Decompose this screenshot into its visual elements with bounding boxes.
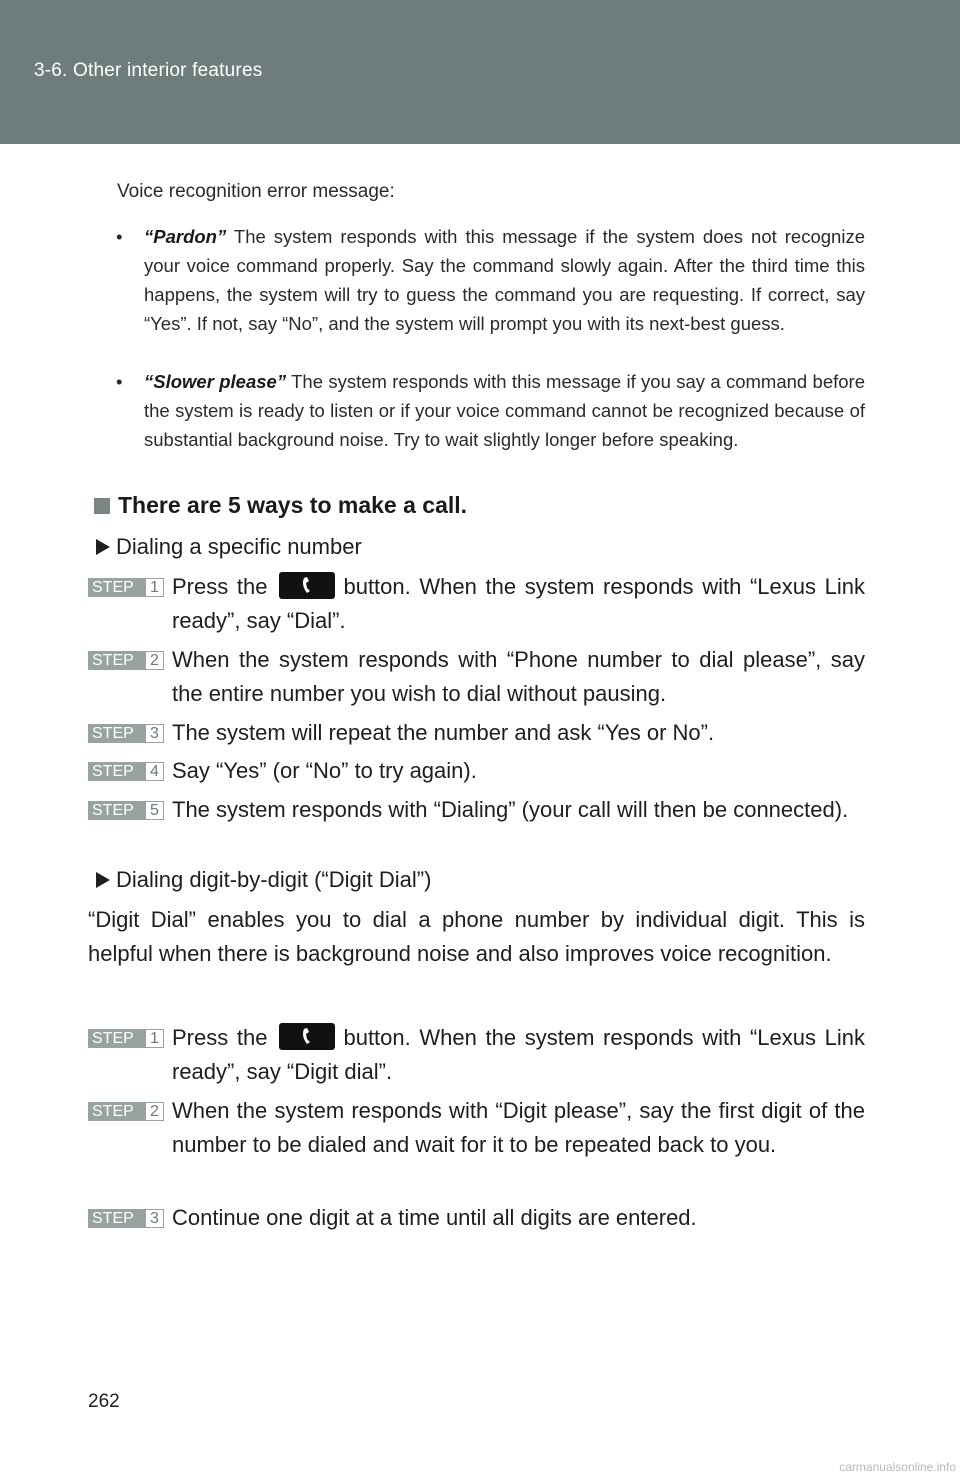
- page-number: 262: [88, 1391, 120, 1412]
- error-item-slower: [116, 367, 865, 454]
- digit-step-1: STEP 1 Press the button. When the system responds with “Lexus Link ready”, say “Digit dial”.: [88, 1021, 865, 1089]
- square-marker-icon: [94, 498, 110, 514]
- subheading-specific-number: Dialing a specific number: [96, 534, 362, 560]
- step-3: STEP 3 The system will repeat the number and ask “Yes or No”.: [88, 716, 865, 750]
- step-4: STEP 4 Say “Yes” (or “No” to try again).: [88, 754, 865, 788]
- step-badge: STEP 2: [88, 1102, 164, 1121]
- watermark: carmanualsonline.info: [839, 1460, 956, 1474]
- bullet-dot-icon: •: [116, 371, 123, 392]
- error-description: The system responds with this message if the system does not recognize your voice command properly. Say the command slowly again. After the third time this happens, the system will try to guess the command you are requesting. If correct, say “Yes”. If not, say “No”, and the system will prompt you with its next-best guess.: [144, 226, 865, 334]
- page-header: [0, 0, 960, 144]
- step-5: STEP 5 The system responds with “Dialing” (your call will then be connected).: [88, 793, 865, 827]
- step-badge: STEP 1: [88, 578, 164, 597]
- step-badge: STEP 1: [88, 1029, 164, 1048]
- error-description: The system responds with this message if you say a command before the system is ready to listen or if your voice command cannot be recognized because of substantial background noise. Try to wait slightly longer before speaking.: [144, 371, 865, 450]
- step-badge: STEP 3: [88, 724, 164, 743]
- phone-icon: [279, 1023, 335, 1050]
- section-title: 3-6. Other interior features: [34, 60, 263, 81]
- error-term: “Pardon”: [144, 226, 227, 247]
- digit-step-2: STEP 2 When the system responds with “Digit please”, say the first digit of the number to be dialed and wait for it to be repeated back to you.: [88, 1094, 865, 1162]
- triangle-arrow-icon: [96, 539, 110, 555]
- step-badge: STEP 2: [88, 651, 164, 670]
- digit-step-3: STEP 3 Continue one digit at a time until all digits are entered.: [88, 1201, 865, 1235]
- step-badge: STEP 3: [88, 1209, 164, 1228]
- step-badge: STEP 5: [88, 801, 164, 820]
- error-item-pardon: [116, 222, 865, 338]
- section-heading: There are 5 ways to make a call.: [94, 492, 467, 519]
- bullet-dot-icon: •: [116, 226, 123, 247]
- phone-icon: [279, 572, 335, 599]
- step-1: STEP 1 Press the button. When the system responds with “Lexus Link ready”, say “Dial”.: [88, 570, 865, 638]
- digit-dial-description: “Digit Dial” enables you to dial a phone number by individual digit. This is helpful when there is background noise and also improves voice recognition.: [88, 907, 865, 966]
- subheading-digit-dial: Dialing digit-by-digit (“Digit Dial”): [96, 867, 431, 893]
- step-badge: STEP 4: [88, 762, 164, 781]
- error-term: “Slower please”: [144, 371, 287, 392]
- step-2: STEP 2 When the system responds with “Phone number to dial please”, say the entire number you wish to dial without pausing.: [88, 643, 865, 711]
- triangle-arrow-icon: [96, 872, 110, 888]
- error-message-title: Voice recognition error message:: [117, 181, 395, 202]
